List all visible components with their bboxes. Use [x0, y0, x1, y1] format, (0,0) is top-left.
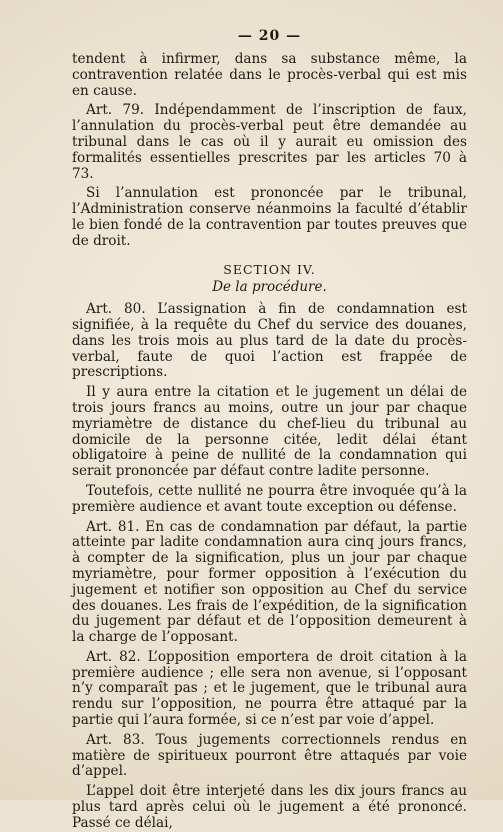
- paragraph-article-81: Art. 81. En cas de condamnation par défaut, la partie atteinte par ladite condamnation aura cinq jours francs, à compter de la signification, plus un jour par chaque myriamètre, pour former opposition à l’exécution du jugement et notifier son opposition au Chef du service des douanes. Les frais de l’expédition, de la signification du jugement par défaut et de l’opposition demeurent à la charge de l’opposant.: [72, 518, 467, 646]
- document-body: [72, 52, 467, 832]
- paragraph-article-83: Art. 83. Tous jugements correctionnels rendus en matière de spiritueux pourront être attaqués par voie d’appel.: [72, 731, 467, 780]
- paragraph-nullite: Toutefois, cette nullité ne pourra être invoquée qu’à la première audience et avant toute exception ou défense.: [72, 482, 467, 515]
- page-number: — 20 —: [237, 28, 302, 44]
- paragraph-appel: L’appel doit être interjeté dans les dix jours francs au plus tard après celui où le jugement a été prononcé. Passé ce délai,: [72, 783, 467, 831]
- paragraph-delai: Il y aura entre la citation et le jugement un délai de trois jours francs au moins, outre un jour par chaque myriamètre de distance du chef-lieu du tribunal au domicile de la personne citée, ledit délai étant obligatoire à peine de nullité de la condamnation qui serait prononcée par défaut contre ladite personne.: [72, 384, 467, 480]
- section-heading: SECTION IV.: [223, 261, 316, 277]
- paragraph-article-82: Art. 82. L’opposition emportera de droit citation à la première audience ; elle sera non avenue, si l’opposant n’y comparaît pas ; et le jugement, que le tribunal aura rendu sur l’opposition, ne pourra être attaqué par la partie qui l’aura formée, si ce n’est par voie d’appel.: [72, 648, 467, 729]
- section-subtitle: De la procédure.: [212, 279, 327, 296]
- paragraph-article-79: Art. 79. Indépendamment de l’inscription de faux, l’annulation du procès-verbal peut être demandée au tribunal dans le cas où il y aurait eu omission des formalités essentielles prescrites par les articles 70 à 73.: [72, 102, 467, 182]
- paragraph-annulation: Si l’annulation est prononcée par le tribunal, l’Administration conserve néanmoins la faculté d’établir le bien fondé de la contravention par toutes preuves que de droit.: [72, 185, 467, 249]
- paragraph-article-80: Art. 80. L’assignation à fin de condamnation est signifiée, à la requête du Chef du service des douanes, dans les trois mois au plus tard de la date du procès-verbal, faute de quoi l’action est frappée de prescriptions.: [72, 301, 467, 381]
- paragraph-continuation: tendent à infirmer, dans sa substance même, la contravention relatée dans le procès-verbal qui est mis en cause.: [72, 51, 467, 99]
